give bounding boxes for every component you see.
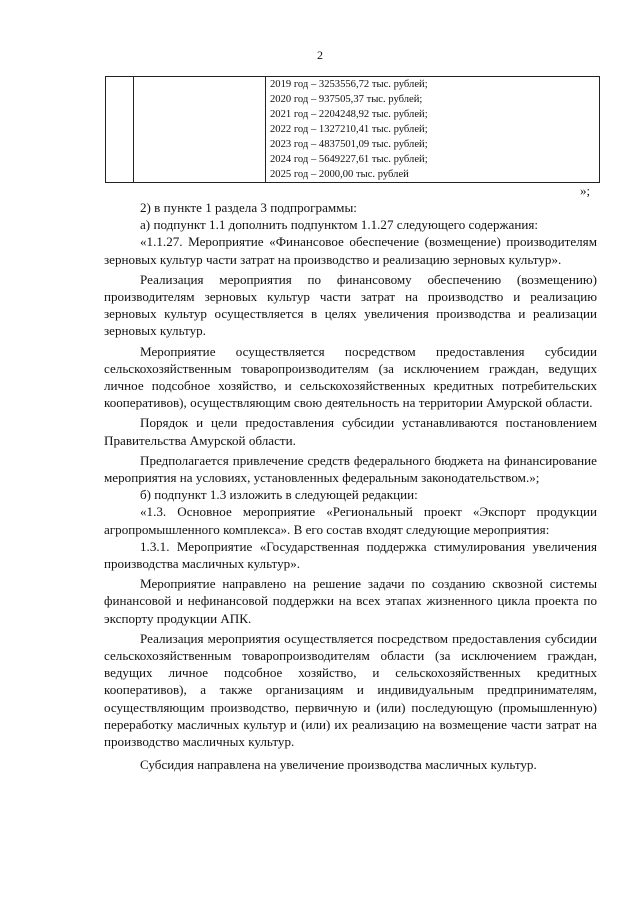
table-cell-empty [134,77,266,183]
document-body [104,199,597,774]
paragraph-1-1-27-purpose: Реализация мероприятия по финансовому обеспечению (возмещению) производителям зерновых культур части затрат на производство и реализацию зерновых культур осуществляется в целях увеличения производства и реализации зерновых культур. [104,271,597,339]
paragraph-section-intro: 2) в пункте 1 раздела 3 подпрограммы: [140,200,357,215]
paragraph-subitem-a: а) подпункт 1.1 дополнить подпунктом 1.1.27 следующего содержания: [140,217,539,233]
funding-line-2021: 2021 год – 2204248,92 тыс. рублей; [270,109,428,120]
closing-quote: »; [580,183,591,198]
funding-line-2025: 2025 год – 2000,00 тыс. рублей [270,169,409,180]
funding-line-2023: 2023 год – 4837501,09 тыс. рублей; [270,139,428,150]
paragraph-1-3-1-goal: Мероприятие направлено на решение задачи по созданию сквозной системы финансовой и нефинансовой поддержки на всех этапах жизненного цикла проекта по экспорту продукции АПК. [104,576,597,626]
paragraph-1-3-1-direction: Субсидия направлена на увеличение производства масличных культур. [140,757,537,773]
paragraph-1-3-title: «1.3. Основное мероприятие «Региональный проект «Экспорт продукции агропромышленного комплекса». В его состав входят следующие мероприятия: [104,504,597,537]
funding-line-2024: 2024 год – 5649227,61 тыс. рублей; [270,154,428,165]
funding-line-2019: 2019 год – 3253556,72 тыс. рублей; [270,79,428,90]
paragraph-1-1-27-subsidy: Мероприятие осуществляется посредством предоставления субсидии сельскохозяйственным товаропроизводителям (за исключением граждан, ведущих личное подсобное хозяйство, и сельскохозяйственных кредитных потребительских кооперативов), осуществляющим свою деятельность на территории Амурской области. [104,343,597,411]
funding-table [105,76,600,183]
paragraph-subitem-b: б) подпункт 1.3 изложить в следующей редакции: [140,487,418,503]
paragraph-1-1-27-procedure: Порядок и цели предоставления субсидии устанавливаются постановлением Правительства Амурской области. [104,415,597,448]
table-cell-funding [266,77,600,183]
paragraph-1-1-27-title: «1.1.27. Мероприятие «Финансовое обеспечение (возмещение) производителям зерновых культур части затрат на производство и реализацию зерновых культур». [104,234,597,267]
table-cell-empty [106,77,134,183]
paragraph-1-3-1-title: 1.3.1. Мероприятие «Государственная поддержка стимулирования увеличения производства масличных культур». [104,538,597,572]
funding-line-2020: 2020 год – 937505,37 тыс. рублей; [270,94,423,105]
paragraph-1-1-27-federal: Предполагается привлечение средств федерального бюджета на финансирование мероприятия на условиях, установленных федеральным законодательством.»; [104,452,597,486]
paragraph-1-3-1-subsidy: Реализация мероприятия осуществляется посредством предоставления субсидии сельскохозяйственным товаропроизводителям области (за исключением граждан, ведущих личное подсобное хозяйство, и сельскохозяйственных кредитных кооперативов), а также организациям и индивидуальным предпринимателям, осуществляющим производство, первичную и (или) последующую (промышленную) переработку масличных культур и (или) их реализацию на возмещение части затрат на производство масличных культур. [104,630,597,750]
table-row [106,77,600,183]
page-number: 2 [317,48,323,62]
funding-line-2022: 2022 год – 1327210,41 тыс. рублей; [270,124,428,135]
